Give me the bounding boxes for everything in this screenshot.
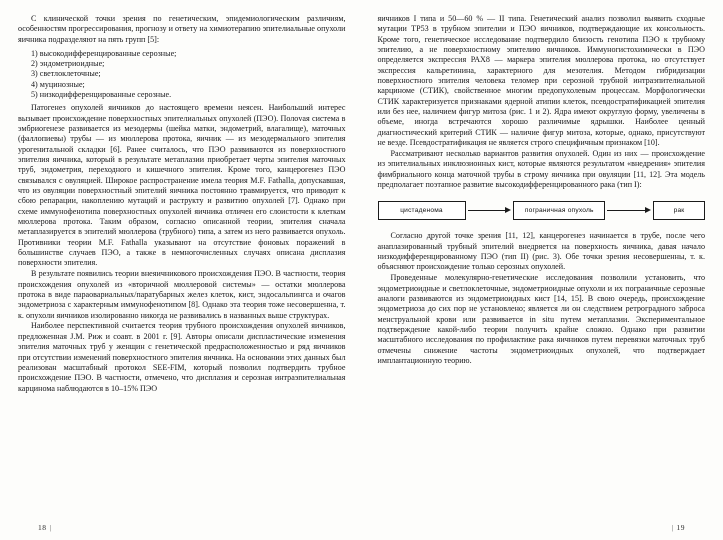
node-cancer: рак	[653, 201, 705, 220]
paragraph: С клинической точки зрения по генетическим, эпидемиологическим различиям, особенностям прогрессирования, прогнозу и ответу на химиотерапию эпителиальные опухоли яичника подразделяют на пять групп [5]:	[18, 14, 346, 44]
footer-divider: |	[49, 523, 52, 532]
paragraph: Наиболее перспективной считается теория трубного происхождения опухолей яичников, предложенная J.M. Риж и соавт. в 2001 г. [9]. Авторы описали диспластические изменения эпителия маточных труб у женщин с генетической предрасположенностью и ряд яичников при отсутствии изменений поверхностного эпителия яичника. На основании этих данных был реализован масштабный протокол SEE-FIM, который позволил подтвердить трубное происхождение ПЭО. В частности, отмечено, что дисплазия и серозная интраэпителиальная карцинома наблюдаются в 10–15% ПЭО	[18, 321, 346, 393]
progression-diagram	[378, 197, 706, 224]
list-item: 2) эндометриоидные;	[31, 58, 105, 68]
arrow-right-icon	[468, 210, 512, 211]
left-page	[18, 14, 362, 540]
paragraph: Рассматривают несколько вариантов развития опухолей. Один из них — происхождение из эпителиальных инклюзионных кист, которые являются результатом «внедрения» эпителия фимбриального конца маточной трубы в строму яичника при овуляции [11, 12]. Эта модель предполагает поэтапное развитие высокодифференцированного рака (тип I):	[377, 148, 705, 189]
page-footer-left	[38, 523, 55, 532]
list-item: 4) муцинозные;	[31, 79, 85, 89]
paragraph: В результате появились теории внеяичникового происхождения ПЭО. В частности, теория происхождения опухолей из «вторичной мюллеровой системы» — остатки мюллерова протока в виде параовариальных/паратубарных желез клеток, кист, эндосальпингса и очагов эндометриоза с характерным иммунофенотипом [8]. Однако эта теория тоже несовершенна, т. к. опухоли яичников изолированно никогда не развивались в названных выше структурах.	[18, 269, 346, 320]
node-borderline-tumor: пограничная опухоль	[513, 201, 605, 220]
page-number: 18	[38, 523, 47, 532]
footer-divider: |	[671, 523, 674, 532]
paragraph: Согласно другой точке зрения [11, 12], канцерогенез начинается в трубе, после чего анаплазированный трубный эпителий внедряется на поверхность яичника, давая начало низкодифференцированному ПЭО (тип II) (рис. 3). Обе точки зрения несовершенны, т. к. объясняют происхождение только серозных опухолей.	[377, 231, 705, 272]
page-number: 19	[676, 523, 685, 532]
right-page	[362, 14, 706, 540]
list-item: 3) светлоклеточные;	[31, 69, 101, 79]
paragraph: яичников I типа и 50—60 % — II типа. Генетический анализ позволил выявить сходные мутации TP53 в трубном эпителии и ПЭО яичников, подтверждающие их консольность. Кроме того, генетическое исследование подтвердило близость генотипа ПЭО к трубному эпителию, а не поверхностному эпителию яичников. Иммуногистохимически в ПЭО определяется экспрессия РАХ8 — маркера эпителия мюллерова протока, но отсутствует экспрессия кальретинина, характерного для мезотелия. Методом гибридизации поверхностного эпителия человека теломер при серозной трубной интраэпителиальной карциноме (СТИК), свойственное многим предопухолевым процессам. Морфологически СТИК характеризуется признаками ядерной атипии клеток, псевдостратификацией эпителия или без нее, наличием фигур митоза (рис. 1 и 2). Ядра имеют округлую форму, увеличены в объеме, иногда встречаются хорошо различимые ядрышки. Наиболее ценный диагностический критерий СТИК — наличие фигур митоза, которые, однако, присутствуют не везде. Псевдостратификация не является строго специфичным признаком [10].	[377, 14, 705, 148]
paragraph: Проведенные молекулярно-генетические исследования позволили установить, что эндометриоидные и светлоклеточные, эндометриоидные опухоли и их пограничные серозные аналоги развиваются из эндометриоидных кист [14, 15]. В свою очередь, происхождение эндометриоза до сих пор не установлено; является ли он следствием ретроградного заброса менструальной крови или развивается in situ путем метаплазии. Экспериментальное подтверждение какой-либо теории получить крайне сложно. Однако при развитии масштабного исследования по профилактике рака яичников путем перевязки маточных труб отмечены снижение частоты эндометриоидных опухолей, что подтверждает имплантационную теорию.	[377, 273, 705, 365]
arrow-right-icon	[607, 210, 651, 211]
list-item: 1) высокодифференцированные серозные;	[31, 48, 177, 58]
node-cystadenoma: цистаденома	[378, 201, 466, 220]
list-item: 5) низкодифференцированные серозные.	[31, 89, 172, 99]
paragraph: Патогенез опухолей яичников до настоящего времени неясен. Наибольший интерес вызывает происхождение поверхностных эпителиальных опухолей (ПЭО). Полovая система в эмбриогенезе развивается из мезодермы (шейка матки, эндометрий, влагалище), маточных (фаллопиевы) трубы — из мюллерова протока, яичник — из мезодермального эпителия урогенитальной складки [6]. Ранее считалось, что ПЭО развиваются из поверхностного эпителия яичника, который в результате метаплазии приобретает черты эпителия маточных труб, эндометрия, переходного и кишечного эпителия. Кроме того, канцерогенез ПЭО связывался с овуляцией. Широкое распространение имела теория M.F. Fathalla, допускавшая, что из овуляции поверхностный эпителий яичника постоянно травмируется, что приводит к сбою репарации, накоплению мутаций и раструкту и развитию опухолей [7]. Однако при схеме иммунофенотипа поверхностных опухолей яичника отличен его слоистости к клеткам мюллерова протока. Таким образом, согласно описанной теории, эпителия сначала метаплазируется в эпителий мюллерова (трубного) типа, а затем из него развивается опухоль. Противники теории M.F. Fathalla указывают на отсутствие фоновых поражений в большинстве случаев ПЭО, а также в немногочисленных случаях описана дисплазия поверхности эпителия.	[18, 103, 346, 268]
page-footer-right	[668, 523, 685, 532]
